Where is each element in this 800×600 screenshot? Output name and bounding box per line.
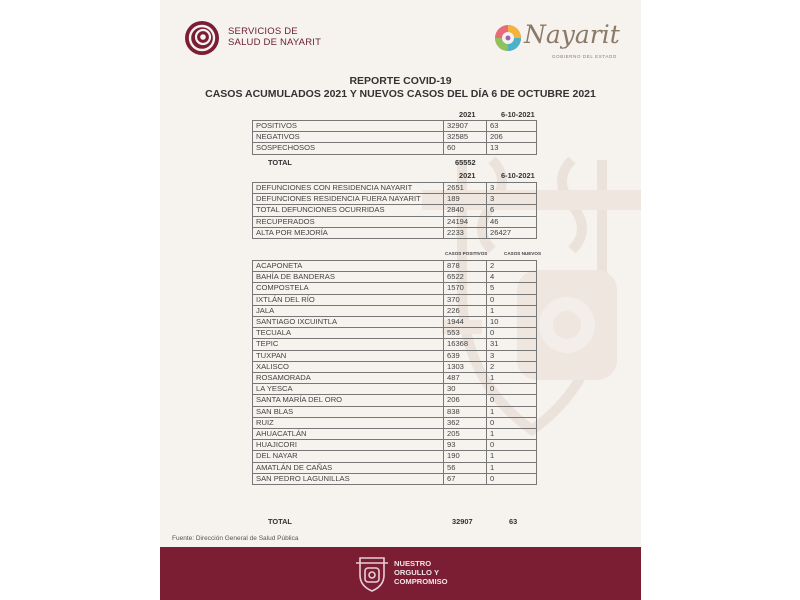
row-value-day: 46 [487, 216, 537, 227]
table-row [253, 305, 537, 316]
table-row [253, 328, 537, 339]
row-value-positive: 362 [444, 417, 487, 428]
footer-banner [160, 547, 641, 600]
row-value-positive: 190 [444, 451, 487, 462]
row-value-new: 31 [487, 339, 537, 350]
row-label: ALTA POR MEJORÍA [253, 227, 444, 238]
table3-total-label: TOTAL [268, 517, 292, 526]
row-value-new: 4 [487, 272, 537, 283]
row-value-2021: 2840 [444, 205, 487, 216]
row-value-positive: 639 [444, 350, 487, 361]
report-page [160, 0, 641, 600]
row-value-new: 2 [487, 261, 537, 272]
row-value-2021: 32585 [444, 132, 487, 143]
row-value-positive: 93 [444, 440, 487, 451]
municipality-table [252, 260, 537, 485]
row-value-day: 63 [487, 121, 537, 132]
row-value-new: 0 [487, 473, 537, 484]
gobierno-del-estado-text: GOBIERNO DEL ESTADO [552, 54, 617, 59]
row-label: DEL NAYAR [253, 451, 444, 462]
table-row [253, 183, 537, 194]
row-label: LA YESCA [253, 384, 444, 395]
row-value-positive: 205 [444, 429, 487, 440]
table-row [253, 132, 537, 143]
table-row [253, 317, 537, 328]
source-note: Fuente: Dirección General de Salud Pública [172, 535, 299, 542]
colorful-spiral-icon [494, 24, 522, 52]
row-value-positive: 1570 [444, 283, 487, 294]
row-label: DEFUNCIONES CON RESIDENCIA NAYARIT [253, 183, 444, 194]
table-row [253, 143, 537, 154]
table-row [253, 216, 537, 227]
row-value-day: 3 [487, 194, 537, 205]
row-value-new: 0 [487, 384, 537, 395]
table-row [253, 283, 537, 294]
nayarit-gobierno-logo [494, 14, 624, 62]
row-label: SANTIAGO IXCUINTLA [253, 317, 444, 328]
row-label: IXTLÁN DEL RÍO [253, 294, 444, 305]
row-label: AMATLÁN DE CAÑAS [253, 462, 444, 473]
row-label: SAN BLAS [253, 406, 444, 417]
row-value-new: 1 [487, 462, 537, 473]
row-label: RECUPERADOS [253, 216, 444, 227]
row-value-new: 0 [487, 395, 537, 406]
table-row [253, 429, 537, 440]
row-value-new: 0 [487, 417, 537, 428]
row-value-positive: 226 [444, 305, 487, 316]
row-value-positive: 1944 [444, 317, 487, 328]
table-row [253, 194, 537, 205]
table-row [253, 462, 537, 473]
table-row [253, 440, 537, 451]
row-value-new: 0 [487, 294, 537, 305]
row-value-2021: 189 [444, 194, 487, 205]
row-value-positive: 1303 [444, 361, 487, 372]
row-value-positive: 553 [444, 328, 487, 339]
row-label: SOSPECHOSOS [253, 143, 444, 154]
left-logo-line1: SERVICIOS DE [228, 26, 298, 37]
row-value-positive: 56 [444, 462, 487, 473]
row-value-day: 3 [487, 183, 537, 194]
row-value-new: 10 [487, 317, 537, 328]
row-value-day: 206 [487, 132, 537, 143]
row-value-positive: 6522 [444, 272, 487, 283]
table-row [253, 473, 537, 484]
table-row [253, 395, 537, 406]
row-value-new: 2 [487, 361, 537, 372]
table1-total-value: 65552 [455, 158, 476, 167]
footer-line2: ORGULLO Y [394, 568, 440, 577]
row-value-2021: 32907 [444, 121, 487, 132]
row-label: ACAPONETA [253, 261, 444, 272]
row-label: DEFUNCIONES RESIDENCIA FUERA NAYARIT [253, 194, 444, 205]
row-value-positive: 16368 [444, 339, 487, 350]
table-row [253, 384, 537, 395]
table-row [253, 361, 537, 372]
row-value-positive: 487 [444, 373, 487, 384]
row-value-day: 13 [487, 143, 537, 154]
table3-total-new: 63 [509, 517, 518, 526]
row-value-2021: 24194 [444, 216, 487, 227]
spiral-flower-icon [184, 20, 220, 56]
row-value-day: 6 [487, 205, 537, 216]
row-label: COMPOSTELA [253, 283, 444, 294]
row-label: TECUALA [253, 328, 444, 339]
row-value-new: 3 [487, 350, 537, 361]
table1-total-label: TOTAL [268, 158, 292, 167]
table-row [253, 417, 537, 428]
report-subtitle: CASOS ACUMULADOS 2021 Y NUEVOS CASOS DEL DÍA 6 DE OCTUBRE 2021 [205, 88, 596, 100]
row-value-positive: 370 [444, 294, 487, 305]
row-value-2021: 60 [444, 143, 487, 154]
table-row [253, 339, 537, 350]
table-row [253, 294, 537, 305]
row-value-new: 0 [487, 440, 537, 451]
row-label: TUXPAN [253, 350, 444, 361]
row-value-new: 1 [487, 451, 537, 462]
table-row [253, 205, 537, 216]
table1-col1-header: 2021 [459, 110, 476, 119]
row-label: XALISCO [253, 361, 444, 372]
row-value-positive: 67 [444, 473, 487, 484]
left-logo-line2: SALUD DE NAYARIT [228, 37, 322, 48]
row-label: TEPIC [253, 339, 444, 350]
row-label: SANTA MARÍA DEL ORO [253, 395, 444, 406]
row-label: NEGATIVOS [253, 132, 444, 143]
row-value-new: 0 [487, 328, 537, 339]
row-value-positive: 878 [444, 261, 487, 272]
row-value-2021: 2651 [444, 183, 487, 194]
row-value-2021: 2233 [444, 227, 487, 238]
table-row [253, 227, 537, 238]
table-row [253, 350, 537, 361]
table-row [253, 373, 537, 384]
table-row [253, 261, 537, 272]
table3-col2-header: CASOS NUEVOS [504, 251, 542, 256]
row-label: JALA [253, 305, 444, 316]
table2-col1-header: 2021 [459, 171, 476, 180]
row-value-positive: 30 [444, 384, 487, 395]
row-value-new: 1 [487, 406, 537, 417]
table3-col1-header: CASOS POSITIVOS [445, 251, 488, 256]
table2-col2-header: 6-10-2021 [501, 171, 535, 180]
row-value-new: 1 [487, 305, 537, 316]
row-value-new: 1 [487, 373, 537, 384]
report-title: REPORTE COVID-19 [349, 75, 452, 87]
table1-col2-header: 6-10-2021 [501, 110, 535, 119]
row-label: AHUACATLÁN [253, 429, 444, 440]
row-label: RUIZ [253, 417, 444, 428]
row-value-new: 5 [487, 283, 537, 294]
row-value-day: 26427 [487, 227, 537, 238]
row-label: HUAJICORI [253, 440, 444, 451]
table3-total-positive: 32907 [452, 517, 473, 526]
table-row [253, 451, 537, 462]
nayarit-wordmark: Nayarit [524, 20, 620, 49]
table-row [253, 406, 537, 417]
state-crest-icon [354, 555, 390, 593]
row-value-positive: 206 [444, 395, 487, 406]
row-label: ROSAMORADA [253, 373, 444, 384]
row-label: TOTAL DEFUNCIONES OCURRIDAS [253, 205, 444, 216]
footer-line1: NUESTRO [394, 559, 432, 568]
outcomes-table [252, 182, 537, 239]
footer-line3: COMPROMISO [394, 577, 448, 586]
summary-table [252, 120, 537, 155]
table-row [253, 121, 537, 132]
table-row [253, 272, 537, 283]
servicios-salud-logo [184, 18, 344, 58]
row-label: SAN PEDRO LAGUNILLAS [253, 473, 444, 484]
row-label: POSITIVOS [253, 121, 444, 132]
row-label: BAHÍA DE BANDERAS [253, 272, 444, 283]
row-value-positive: 838 [444, 406, 487, 417]
row-value-new: 1 [487, 429, 537, 440]
